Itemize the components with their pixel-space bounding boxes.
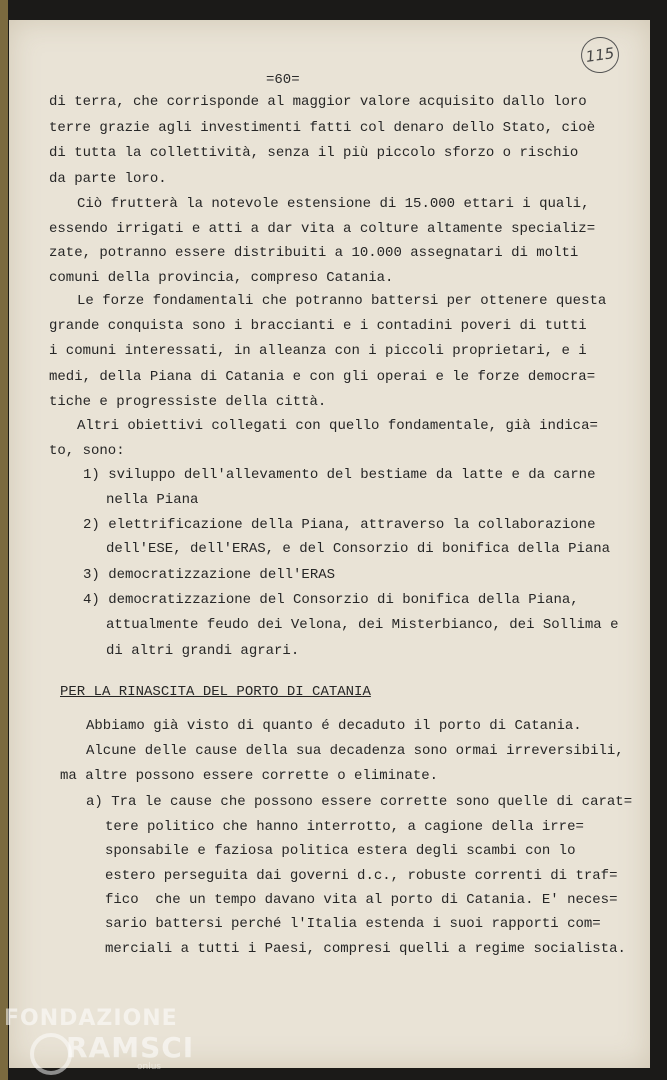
list-item: 3) democratizzazione dell'ERAS: [83, 567, 336, 583]
text-line: to, sono:: [49, 443, 125, 459]
section-title: PER LA RINASCITA DEL PORTO DI CATANIA: [60, 684, 371, 700]
list-item: a) Tra le cause che possono essere corrette sono quelle di carat=: [86, 794, 633, 810]
text-line: tiche e progressiste della città.: [49, 394, 327, 410]
list-item-continuation: nella Piana: [106, 492, 199, 508]
list-item-continuation: attualmente feudo dei Velona, dei Misterbianco, dei Sollima e: [106, 617, 619, 633]
text-line: terre grazie agli investimenti fatti col denaro dello Stato, cioè: [49, 120, 596, 136]
list-item: 4) democratizzazione del Consorzio di bonifica della Piana,: [83, 592, 579, 608]
watermark-logo-text-2: RAMSCI: [66, 1031, 195, 1064]
list-item-continuation: estero perseguita dai governi d.c., robuste correnti di traf=: [105, 868, 618, 884]
text-line: grande conquista sono i braccianti e i contadini poveri di tutti: [49, 318, 587, 334]
text-line: da parte loro.: [49, 171, 167, 187]
text-line: i comuni interessati, in alleanza con i piccoli proprietari, e i: [49, 343, 587, 359]
text-line: Abbiamo già visto di quanto é decaduto il porto di Catania.: [86, 718, 582, 734]
text-line: Alcune delle cause della sua decadenza sono ormai irreversibili,: [86, 743, 624, 759]
page-header: =60=: [266, 72, 300, 88]
text-line: ma altre possono essere corrette o eliminate.: [60, 768, 439, 784]
text-line: comuni della provincia, compreso Catania.: [49, 270, 394, 286]
binding-strip: [0, 0, 8, 1080]
text-line: di tutta la collettività, senza il più piccolo sforzo o rischio: [49, 145, 579, 161]
list-item-continuation: fico che un tempo davano vita al porto di Catania. E' neces=: [105, 892, 618, 908]
text-line: Altri obiettivi collegati con quello fondamentale, già indica=: [77, 418, 598, 434]
watermark-logo-text: FONDAZIONE: [4, 1006, 178, 1031]
list-item: 1) sviluppo dell'allevamento del bestiame da latte e da carne: [83, 467, 596, 483]
list-item-continuation: merciali a tutti i Paesi, compresi quelli a regime socialista.: [105, 941, 626, 957]
page-number-stamp: 115: [579, 35, 622, 76]
list-item-continuation: sario battersi perché l'Italia estenda i suoi rapporti com=: [105, 916, 601, 932]
list-item-continuation: sponsabile e faziosa politica estera degli scambi con lo: [105, 843, 576, 859]
text-line: Ciò frutterà la notevole estensione di 15.000 ettari i quali,: [77, 196, 590, 212]
list-item-continuation: dell'ESE, dell'ERAS, e del Consorzio di bonifica della Piana: [106, 541, 611, 557]
text-line: essendo irrigati e atti a dar vita a colture altamente specializ=: [49, 221, 596, 237]
list-item-continuation: tere politico che hanno interrotto, a cagione della irre=: [105, 819, 584, 835]
list-item-continuation: di altri grandi agrari.: [106, 643, 300, 659]
text-line: Le forze fondamentali che potranno battersi per ottenere questa: [77, 293, 607, 309]
watermark-small-text: onlus: [137, 1062, 162, 1072]
list-item: 2) elettrificazione della Piana, attraverso la collaborazione: [83, 517, 596, 533]
text-line: di terra, che corrisponde al maggior valore acquisito dallo loro: [49, 94, 587, 110]
text-line: zate, potranno essere distribuiti a 10.000 assegnatari di molti: [49, 245, 579, 261]
text-line: medi, della Piana di Catania e con gli operai e le forze democra=: [49, 369, 596, 385]
